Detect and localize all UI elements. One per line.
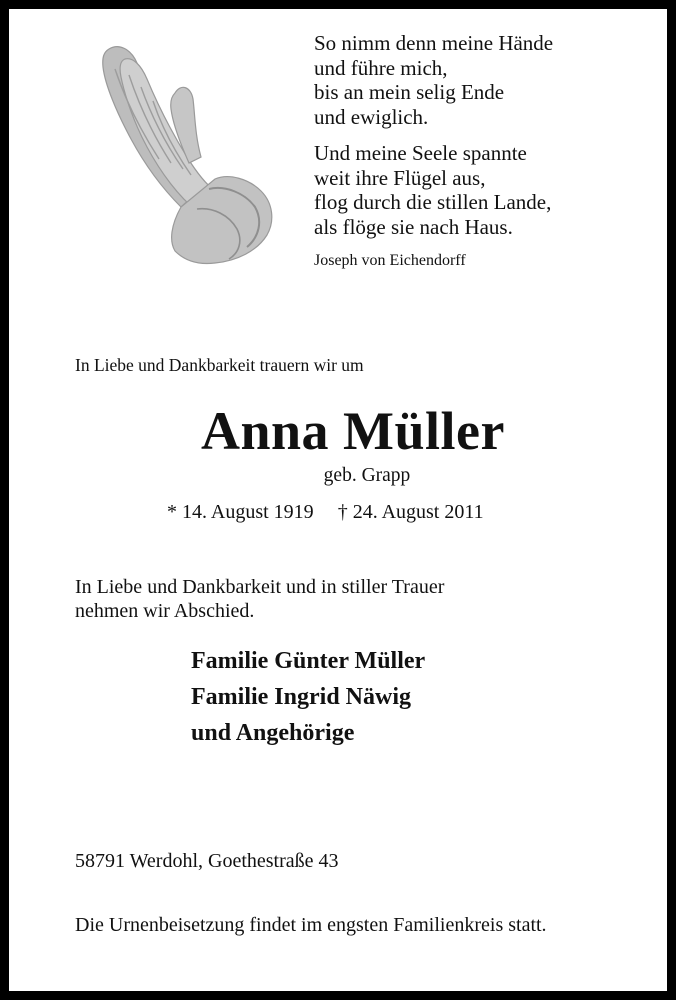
poem-author: Joseph von Eichendorff: [314, 252, 466, 269]
poem-line: Und meine Seele spannte: [314, 141, 527, 165]
mourners-list: [191, 643, 425, 751]
poem: [314, 31, 614, 271]
farewell-line: In Liebe und Dankbarkeit und in stiller Trauer: [75, 576, 445, 598]
poem-line: flog durch die stillen Lande,: [314, 190, 552, 214]
life-dates: [167, 499, 484, 525]
poem-line: So nimm denn meine Hände: [314, 31, 554, 55]
maiden-name: geb. Grapp: [323, 465, 411, 486]
poem-line: als flöge sie nach Haus.: [314, 214, 513, 239]
poem-line: bis an mein selig Ende: [314, 80, 505, 104]
praying-hands-icon: [89, 39, 279, 269]
burial-note: Die Urnenbeisetzung findet im engsten Familienkreis statt.: [75, 914, 547, 936]
deceased-name: Anna Müller: [200, 401, 505, 461]
address: 58791 Werdohl, Goethestraße 43: [75, 850, 339, 872]
birth-date: * 14. August 1919: [167, 501, 314, 523]
poem-line: und führe mich,: [314, 55, 448, 80]
poem-line: weit ihre Flügel aus,: [314, 165, 486, 190]
death-date: † 24. August 2011: [337, 501, 484, 523]
farewell-line: nehmen wir Abschied.: [75, 600, 255, 622]
mourner: Familie Ingrid Näwig: [191, 684, 411, 710]
farewell-text: [75, 575, 444, 623]
intro-text: In Liebe und Dankbarkeit trauern wir um: [75, 355, 364, 375]
poem-line: und ewiglich.: [314, 104, 429, 129]
poem-stanza-1: [314, 31, 614, 129]
mourner: und Angehörige: [191, 720, 355, 746]
poem-stanza-2: [314, 141, 614, 239]
mourner: Familie Günter Müller: [191, 648, 426, 674]
